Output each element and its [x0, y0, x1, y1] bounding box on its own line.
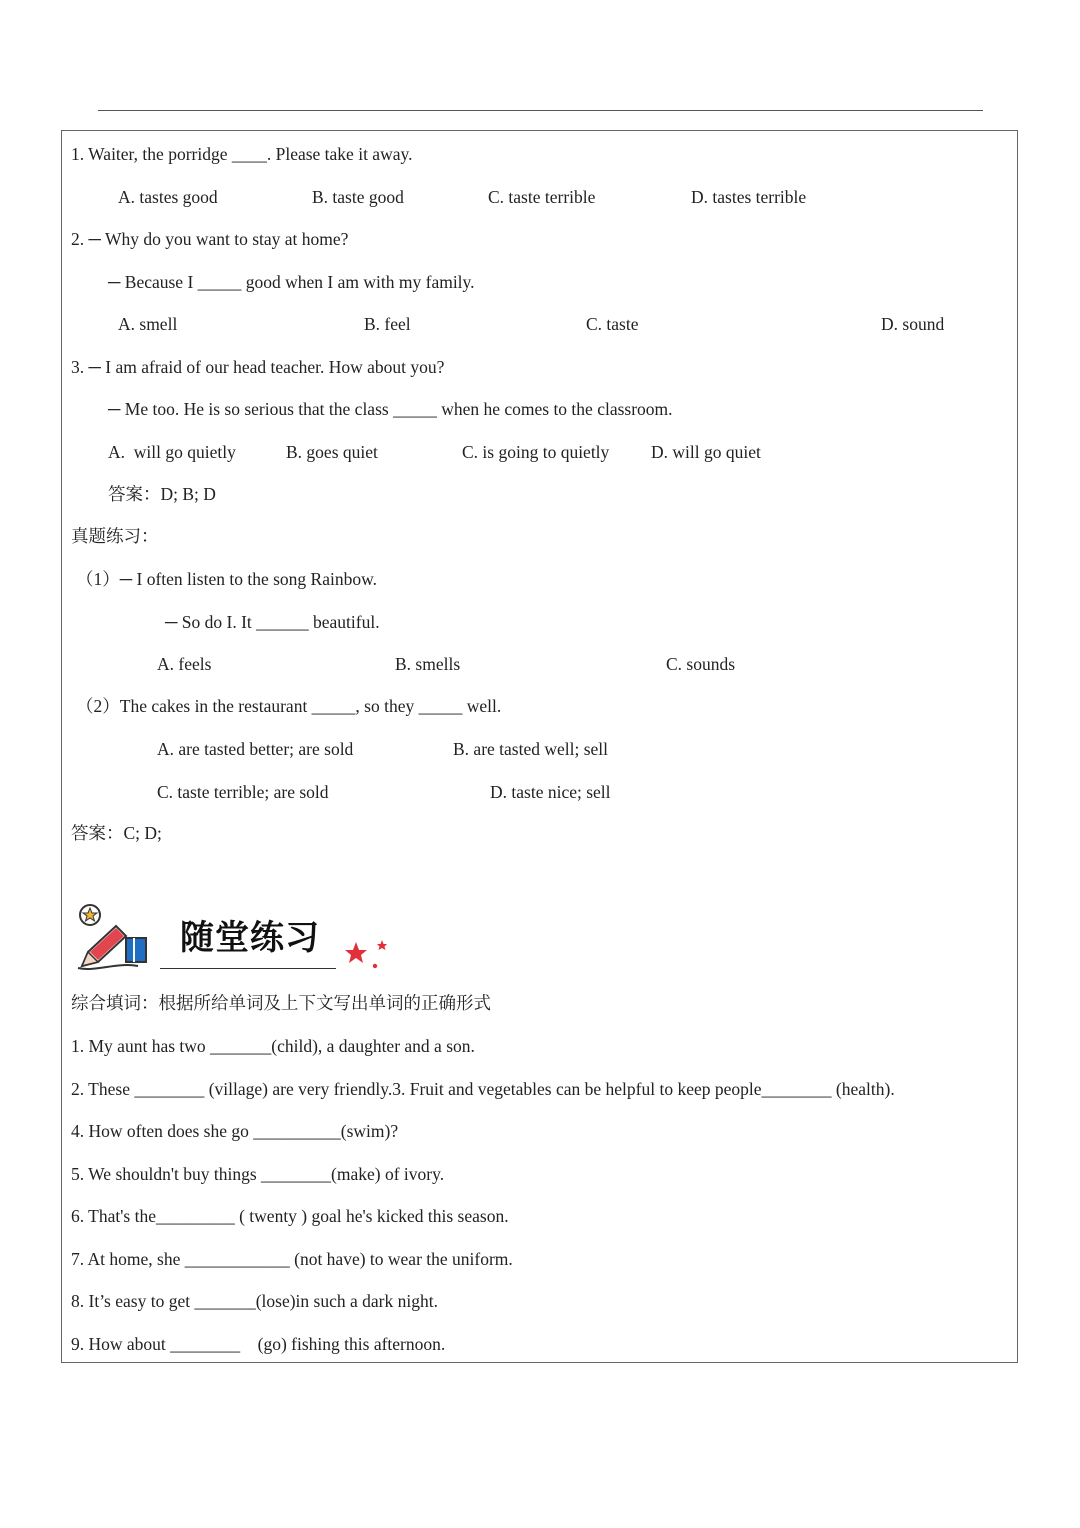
part1-answer: 答案：D; B; D — [108, 484, 216, 504]
exam-q1-stem: （1）─ I often listen to the song Rainbow. — [76, 569, 377, 589]
decorative-stars-icon — [342, 938, 392, 972]
fill-item-2: 2. These ________ (village) are very friendly.3. Fruit and vegetables can be helpful to keep people________ (health). — [71, 1079, 895, 1099]
exam-q1-option-b: B. smells — [395, 654, 461, 674]
fill-item-1: 1. My aunt has two _______(child), a daughter and a son. — [71, 1036, 475, 1056]
q2-option-b: B. feel — [364, 314, 411, 334]
q3-option-c: C. is going to quietly — [462, 442, 610, 462]
exam-q2-stem: （2）The cakes in the restaurant _____, so they _____ well. — [76, 696, 502, 716]
q2-option-d: D. sound — [881, 314, 945, 334]
q3-option-a: A. will go quietly — [108, 442, 236, 462]
q2-option-c: C. taste — [586, 314, 639, 334]
q1-option-c: C. taste terrible — [488, 187, 596, 207]
exam-q2-option-b: B. are tasted well; sell — [453, 739, 609, 759]
section-instruction: 综合填词：根据所给单词及上下文写出单词的正确形式 — [71, 993, 491, 1013]
pen-writing-icon — [76, 902, 154, 974]
header-rule — [98, 110, 983, 111]
exam-answer: 答案：C; D; — [71, 823, 162, 843]
q2-option-a: A. smell — [118, 314, 178, 334]
q3-option-d: D. will go quiet — [651, 442, 761, 462]
exam-q1-option-a: A. feels — [157, 654, 212, 674]
q2-reply: ─ Because I _____ good when I am with my family. — [108, 272, 475, 292]
q1-option-a: A. tastes good — [118, 187, 218, 207]
q3-option-b: B. goes quiet — [286, 442, 378, 462]
exam-q2-option-d: D. taste nice; sell — [490, 782, 611, 802]
fill-item-5: 5. We shouldn't buy things ________(make) of ivory. — [71, 1164, 445, 1184]
fill-item-8: 8. It’s easy to get _______(lose)in such a dark night. — [71, 1291, 438, 1311]
real-exam-title: 真题练习： — [71, 526, 159, 546]
exam-q2-option-a: A. are tasted better; are sold — [157, 739, 354, 759]
exam-q1-reply: ─ So do I. It ______ beautiful. — [165, 612, 380, 632]
fill-item-6: 6. That's the_________ ( twenty ) goal he's kicked this season. — [71, 1206, 509, 1226]
q2-stem: 2. ─ Why do you want to stay at home? — [71, 229, 349, 249]
fill-item-9: 9. How about ________ (go) fishing this afternoon. — [71, 1334, 446, 1354]
section-heading: 随堂练习 — [180, 918, 320, 958]
q1-option-b: B. taste good — [312, 187, 404, 207]
q1-option-d: D. tastes terrible — [691, 187, 807, 207]
fill-item-4: 4. How often does she go __________(swim)? — [71, 1121, 399, 1141]
q1-stem: 1. Waiter, the porridge ____. Please take it away. — [71, 144, 413, 164]
exam-q1-option-c: C. sounds — [666, 654, 736, 674]
heading-underline — [160, 968, 336, 969]
exam-q2-option-c: C. taste terrible; are sold — [157, 782, 329, 802]
q3-reply: ─ Me too. He is so serious that the class _____ when he comes to the classroom. — [108, 399, 673, 419]
q3-stem: 3. ─ I am afraid of our head teacher. How about you? — [71, 357, 445, 377]
fill-item-7: 7. At home, she ____________ (not have) to wear the uniform. — [71, 1249, 513, 1269]
